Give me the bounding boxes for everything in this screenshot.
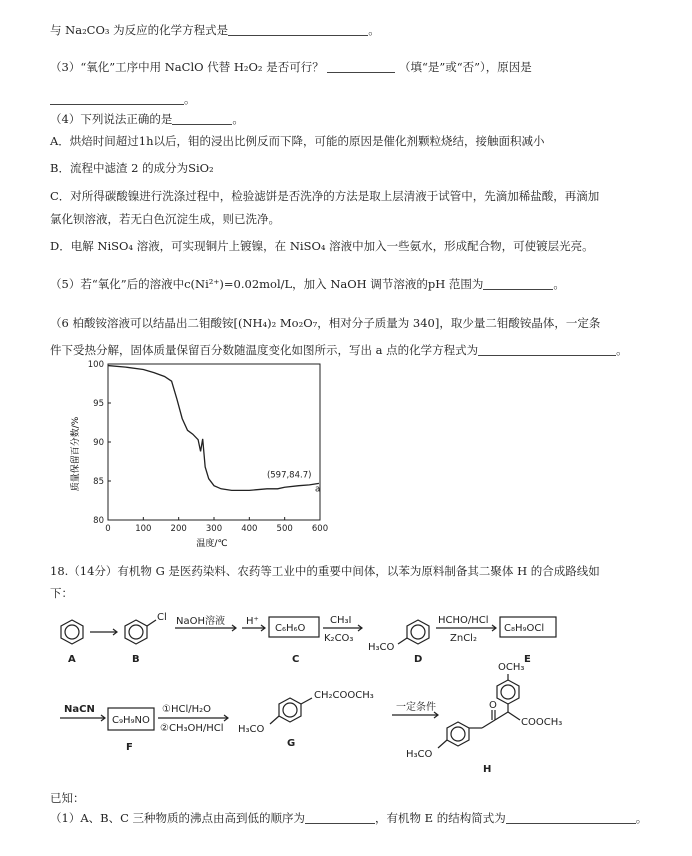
q3-line-2: [50, 91, 196, 107]
text: （1）A、B、C 三种物质的沸点由高到低的顺序为: [50, 811, 306, 825]
text: 件下受热分解，固体质量保留百分数随温度变化如图所示，写出 a 点的化学方程式为: [50, 343, 479, 357]
answer-blank[interactable]: [228, 23, 368, 36]
q6-line-2: [50, 342, 628, 358]
option-b: B．流程中滤渣 2 的成分为SiO₂: [50, 161, 214, 175]
label-b: B: [132, 654, 140, 665]
o-label: O: [489, 700, 497, 711]
nacn-label: NaCN: [64, 704, 95, 715]
compound-g-icon: [270, 698, 312, 724]
step2-label: ②CH₃OH/HCl: [160, 723, 224, 734]
y-axis-label: 质量保留百分数/%: [71, 416, 81, 492]
point-annotation: (597,84.7): [266, 470, 312, 481]
option-d: D．电解 NiSO₄ 溶液，可实现铜片上镀镍，在 NiSO₄ 溶液中加入一些氨水，形成配合物，可使镀层光亮。: [50, 239, 594, 253]
answer-blank[interactable]: [478, 343, 616, 356]
y-tick-label: 85: [93, 477, 104, 487]
h3co-label: H₃CO: [406, 749, 433, 760]
h3co-label: H₃CO: [238, 724, 265, 735]
text: 与 Na₂CO₃ 为反应的化学方程式是: [50, 23, 229, 37]
y-tick-label: 90: [93, 438, 104, 448]
f-formula: C₉H₉NO: [112, 715, 150, 726]
text: 。: [635, 811, 648, 825]
compound-h-icon: [438, 674, 520, 748]
text: （4）下列说法正确的是: [50, 112, 173, 126]
q6-line: （6 柏酸铵溶液可以结晶出二钼酸铵[(NH₄)₂ Mo₂O₇，相对分子质量为 340]，取少量二钼酸铵晶体，一定条: [50, 316, 601, 330]
x-tick-label: 600: [311, 524, 329, 534]
q18-line-2: 下：: [50, 586, 73, 600]
x-tick-label: 100: [135, 524, 152, 534]
och3-label: OCH₃: [498, 662, 525, 673]
y-tick-label: 80: [93, 516, 104, 526]
text: 。: [553, 277, 565, 291]
q18-1-line: [50, 810, 647, 826]
x-tick-label: 0: [105, 524, 111, 534]
answer-blank[interactable]: [305, 811, 375, 824]
c-formula: C₆H₆O: [275, 623, 306, 634]
cl-label: Cl: [157, 612, 167, 623]
text: （填“是”或“否”），原因是: [399, 60, 532, 74]
label-e: E: [524, 654, 531, 665]
label-f: F: [126, 742, 133, 753]
text: 。: [616, 343, 628, 357]
y-tick-label: 100: [87, 360, 104, 370]
label-c: C: [292, 654, 300, 665]
zncl2-label: ZnCl₂: [450, 633, 477, 644]
chlorobenzene-b-icon: [125, 620, 156, 644]
anisole-d-icon: [398, 620, 429, 644]
label-a: A: [68, 654, 76, 665]
x-tick-label: 400: [241, 524, 258, 534]
condition-label: 一定条件: [396, 702, 436, 713]
label-h: H: [483, 764, 492, 775]
x-tick-label: 200: [170, 524, 187, 534]
q5-line: [50, 276, 565, 292]
label-g: G: [287, 738, 296, 749]
h3co-label: H₃CO: [368, 642, 395, 653]
text: （5）若“氧化”后的溶液中c(Ni²⁺)=0.02mol/L，加入 NaOH 调节溶液的pH 范围为: [50, 277, 484, 291]
k2co3-label: K₂CO₃: [324, 633, 354, 644]
option-a: A．烘焙时间超过1h以后，钼的浸出比例反而下降，可能的原因是催化剂颗粒烧结，接触面积减小: [50, 134, 545, 148]
q4-line: [50, 111, 244, 127]
e-formula: C₈H₉OCl: [504, 623, 545, 634]
plot-frame: [108, 364, 320, 520]
text: 。: [368, 23, 380, 37]
cooch3-label: COOCH₃: [521, 717, 563, 728]
hcho-label: HCHO/HCl: [438, 615, 489, 626]
g-substituent: CH₂COOCH₃: [314, 690, 374, 701]
hplus-label: H⁺: [246, 616, 259, 627]
naoh-label: NaOH溶液: [176, 616, 225, 627]
text: 。: [184, 92, 196, 106]
text: （3）“氧化”工序中用 NaClO 代替 H₂O₂ 是否可行？: [50, 60, 324, 74]
y-tick-label: 95: [93, 399, 104, 409]
answer-blank[interactable]: [50, 92, 184, 105]
answer-blank[interactable]: [172, 112, 232, 125]
step1-label: ①HCl/H₂O: [162, 704, 212, 715]
answer-blank[interactable]: [327, 60, 395, 73]
synthesis-route: [0, 600, 692, 790]
x-tick-label: 500: [276, 524, 293, 534]
text: ，有机物 E 的结构简式为: [375, 811, 506, 825]
mass-retention-chart: [64, 358, 334, 550]
q-line-1: [50, 22, 380, 38]
ch3i-label: CH₃I: [330, 615, 352, 626]
q18-line: 18.（14分）有机物 G 是医药染料、农药等工业中的重要中间体，以苯为原料制备其二聚体 H 的合成路线如: [50, 564, 600, 578]
answer-blank[interactable]: [506, 811, 636, 824]
option-c: C．对所得碳酸镍进行洗涤过程中，检验滤饼是否洗净的方法是取上层清液于试管中，先滴加稀盐酸，再滴加: [50, 189, 600, 203]
answer-blank[interactable]: [483, 277, 553, 290]
x-tick-label: 300: [205, 524, 223, 534]
x-axis-label: 温度/℃: [196, 539, 228, 549]
known-label: 已知：: [50, 791, 85, 805]
option-c-cont: 氯化钡溶液，若无白色沉淀生成，则已洗净。: [50, 212, 280, 226]
q3-line: [50, 59, 532, 75]
point-a-label: a: [314, 484, 321, 495]
text: 。: [232, 112, 244, 126]
benzene-a-icon: [61, 620, 83, 644]
label-d: D: [414, 654, 423, 665]
